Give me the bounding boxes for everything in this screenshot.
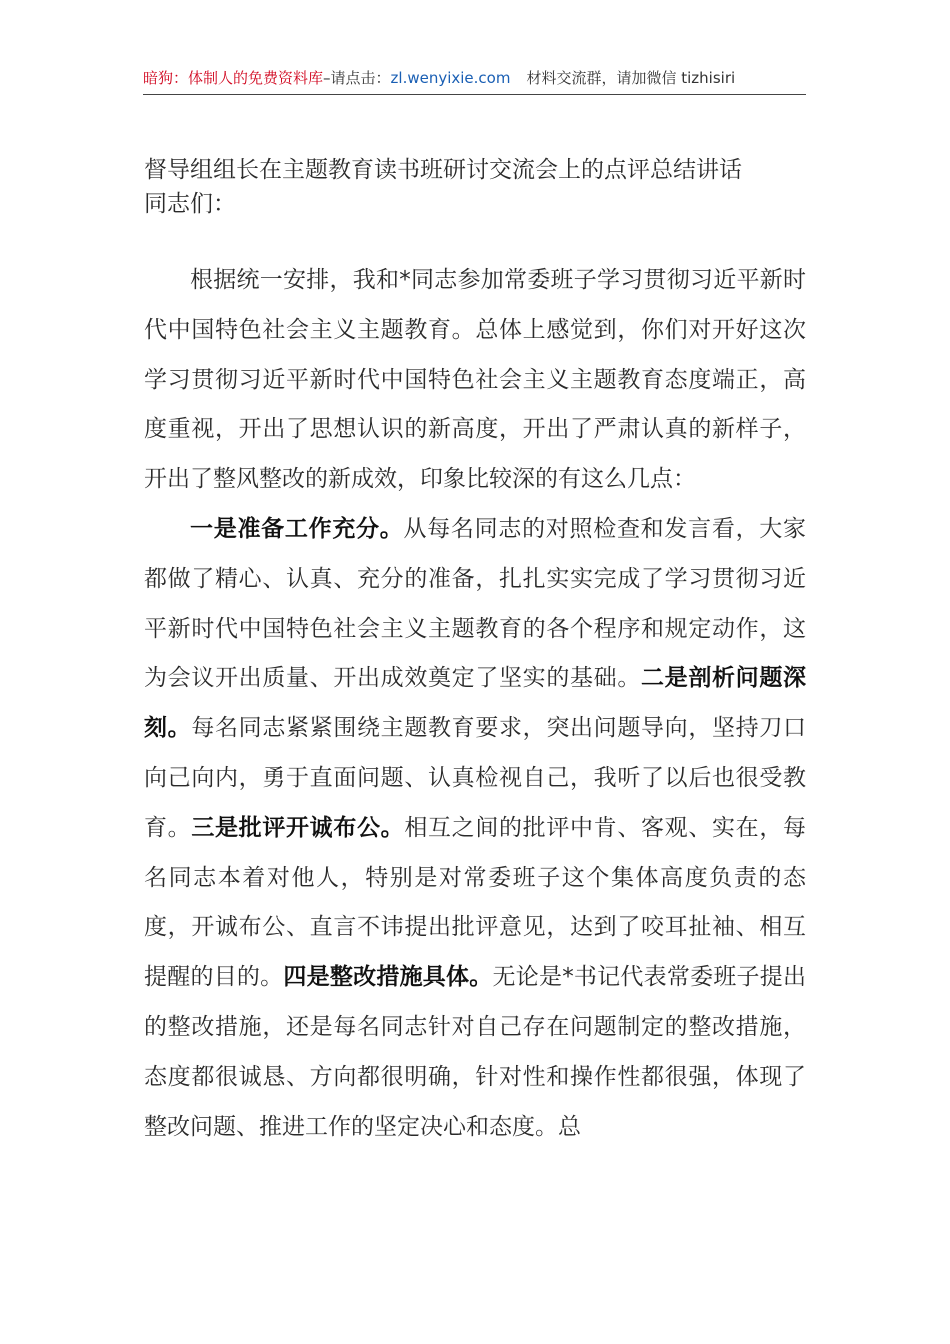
point-1-heading: 一是准备工作充分。 — [190, 515, 404, 542]
header-wechat-note: 材料交流群，请加微信 tizhisiri — [526, 69, 736, 87]
point-2-text: 每名同志紧紧围绕主题教育要求，突出问题导向，坚持刀口向己向内，勇于直面问题、认真检视自己，我听了以后也很受教育。 — [144, 715, 807, 841]
point-4-heading: 四是整改措施具体。 — [283, 964, 493, 991]
paragraph-intro: 根据统一安排，我和*同志参加常委班子学习贯彻习近平新时代中国特色社会主义主题教育。总体上感觉到，你们对开好这次学习贯彻习近平新时代中国特色社会主义主题教育态度端正，高度重视，开出了思想认识的新高度，开出了严肃认真的新样子，开出了整风整改的新成效，印象比较深的有这么几点： — [144, 267, 806, 493]
point-1-text: 从每名同志的对照检查和发言看，大家都做了精心、认真、充分的准备，扎扎实实完成了学习贯彻习近平新时代中国特色社会主义主题教育的各个程序和规定动作，这为会议开出质量、开出成效奠定了坚实的基础。 — [144, 515, 807, 692]
document-title: 督导组组长在主题教育读书班研讨交流会上的点评总结讲话 — [144, 157, 742, 183]
point-3-text: 相互之间的批评中肯、客观、实在，每名同志本着对他人，特别是对常委班子这个集体高度负责的态度，开诚布公、直言不讳提出批评意见，达到了咬耳扯袖、相互提醒的目的。 — [144, 814, 807, 991]
point-4-text: 无论是*书记代表常委班子提出的整改措施，还是每名同志针对自己存在问题制定的整改措施，态度都很诚恳、方向都很明确，针对性和操作性都很强，体现了整改问题、推进工作的坚定决心和态度。总 — [144, 964, 807, 1140]
header-separator: –请点击： — [323, 69, 391, 87]
greeting: 同志们： — [144, 191, 236, 217]
header-brand: 暗狗：体制人的免费资料库 — [143, 69, 324, 87]
point-2-heading: 二是剖析问题深刻。 — [144, 665, 807, 742]
point-3-heading: 三是批评开诚布公。 — [191, 814, 405, 841]
header-link[interactable]: zl.wenyixie.com — [390, 69, 511, 87]
document-body — [144, 256, 806, 1152]
paragraph-points — [144, 505, 806, 1152]
page-header — [143, 62, 806, 95]
